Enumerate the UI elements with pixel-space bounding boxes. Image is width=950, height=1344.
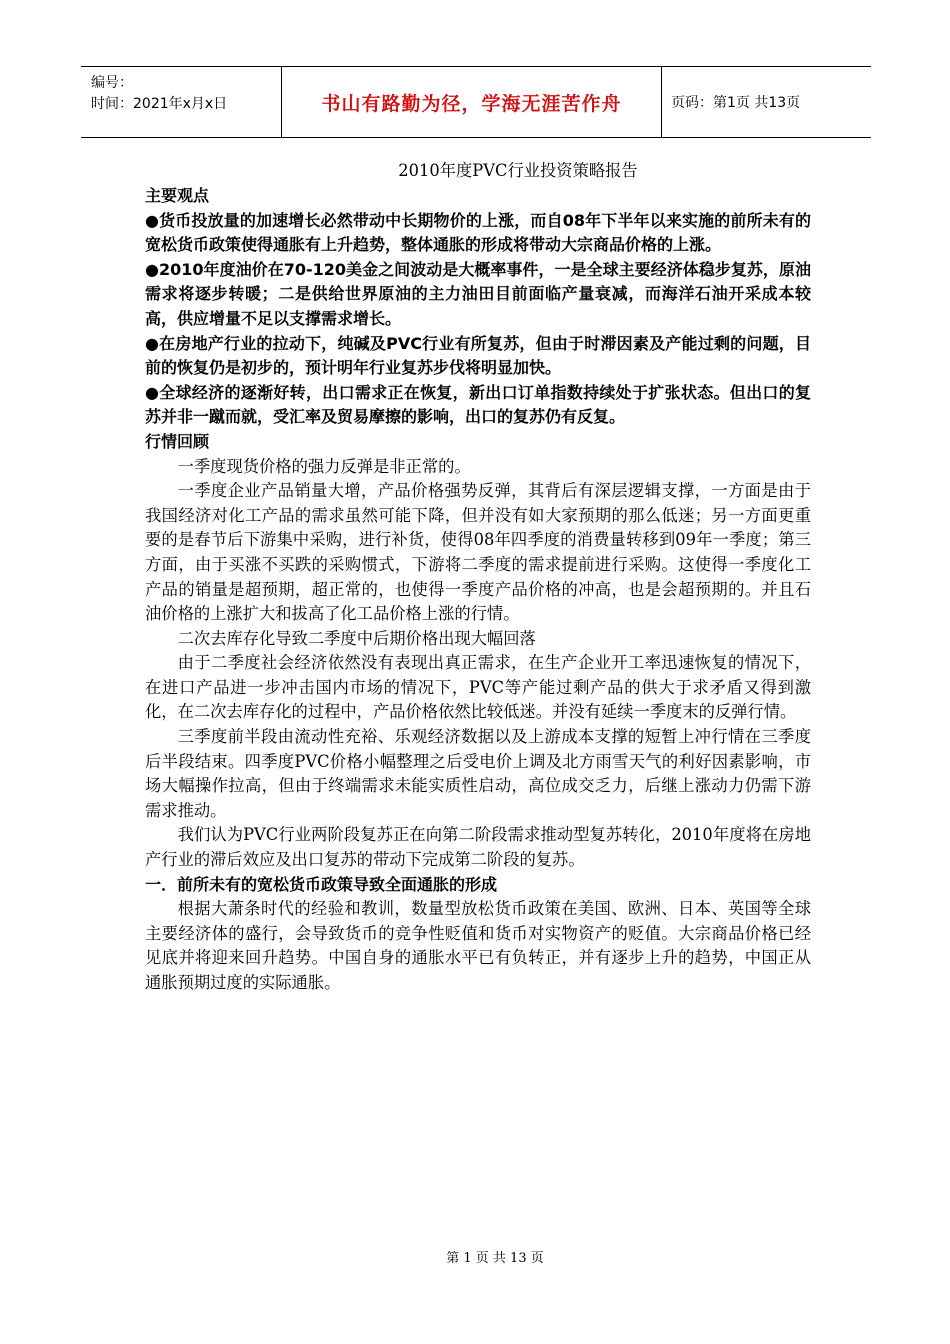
review-paragraph: 一季度现货价格的强力反弹是非正常的。 xyxy=(177,456,471,476)
header-motto: 书山有路勤为径，学海无涯苦作舟 xyxy=(321,92,622,115)
review-paragraph: 三季度前半段由流动性充裕、乐观经济数据以及上游成本支撑的短暂上冲行情在三季度后半段结束。四季度PVC价格小幅整理之后受电价上调及北方雨雪天气的利好因素影响，市场大幅操作拉高，但由于终端需求未能实质性启动，高位成交乏力，后继上涨动力仍需下游需求推动。 xyxy=(145,727,811,820)
header-page-info: 页码：第1页 共13页 xyxy=(671,95,801,111)
main-point-bullet: ●2010年度油价在70-120美金之间波动是大概率事件，一是全球主要经济体稳步复苏，原油需求将逐步转暖；二是供给世界原油的主力油田目前面临产量衰减，而海洋石油开采成本较高，供应增量不足以支撑需求增长。 xyxy=(145,259,811,328)
review-paragraph: 我们认为PVC行业两阶段复苏正在向第二阶段需求推动型复苏转化，2010年度将在房地产行业的滞后效应及出口复苏的带动下完成第二阶段的复苏。 xyxy=(145,825,811,870)
main-point-bullet: ●全球经济的逐渐好转，出口需求正在恢复，新出口订单指数持续处于扩张状态。但出口的复苏并非一蹴而就，受汇率及贸易摩擦的影响，出口的复苏仍有反复。 xyxy=(145,382,811,427)
header-meta-cell xyxy=(81,67,282,137)
review-paragraph: 二次去库存化导致二季度中后期价格出现大幅回落 xyxy=(177,628,536,648)
section-1-paragraph: 根据大萧条时代的经验和教训，数量型放松货币政策在美国、欧洲、日本、英国等全球主要经济体的盛行，会导致货币的竞争性贬值和货币对实物资产的贬值。大宗商品价格已经见底并将迎来回升趋势。中国自身的通胀水平已有负转正，并有逐步上升的趋势，中国正从通胀预期过度的实际通胀。 xyxy=(145,899,811,992)
review-heading: 行情回顾 xyxy=(145,431,210,451)
header-motto-cell xyxy=(282,67,662,137)
review-paragraph: 一季度企业产品销量大增，产品价格强势反弹，其背后有深层逻辑支撑，一方面是由于我国经济对化工产品的需求虽然可能下降，但并没有如大家预期的那么低迷；另一方面更重要的是春节后下游集中采购，进行补货，使得08年四季度的消费量转移到09年一季度；第三方面，由于买涨不买跌的采购惯式，下游将二季度的需求提前进行采购。这使得一季度化工产品的销量是超预期，超正常的，也使得一季度产品价格的冲高，也是会超预期的。并且石油价格的上涨扩大和拔高了化工品价格上涨的行情。 xyxy=(145,481,811,624)
document-number-label: 编号： xyxy=(91,75,133,91)
document-body xyxy=(145,158,811,996)
page-footer: 第 1 页 共 13 页 xyxy=(446,1251,544,1266)
document-time-label: 时间：2021年x月x日 xyxy=(91,96,228,112)
review-paragraph: 由于二季度社会经济依然没有表现出真正需求，在生产企业开工率迅速恢复的情况下，在进口产品进一步冲击国内市场的情况下，PVC等产能过剩产品的供大于求矛盾又得到激化，在二次去库存化的过程中，产品价格依然比较低迷。并没有延续一季度末的反弹行情。 xyxy=(145,653,811,722)
document-title: 2010年度PVC行业投资策略报告 xyxy=(398,161,638,180)
page-header-table xyxy=(81,66,871,138)
main-point-bullet: ●在房地产行业的拉动下，纯碱及PVC行业有所复苏，但由于时滞因素及产能过剩的问题，目前的恢复仍是初步的，预计明年行业复苏步伐将明显加快。 xyxy=(145,333,811,378)
section-1-heading: 一．前所未有的宽松货币政策导致全面通胀的形成 xyxy=(145,874,498,894)
main-point-bullet: ●货币投放量的加速增长必然带动中长期物价的上涨，而自08年下半年以来实施的前所未有的宽松货币政策使得通胀有上升趋势，整体通胀的形成将带动大宗商品价格的上涨。 xyxy=(145,210,811,255)
header-page-cell xyxy=(671,67,871,137)
main-points-heading: 主要观点 xyxy=(145,186,210,205)
